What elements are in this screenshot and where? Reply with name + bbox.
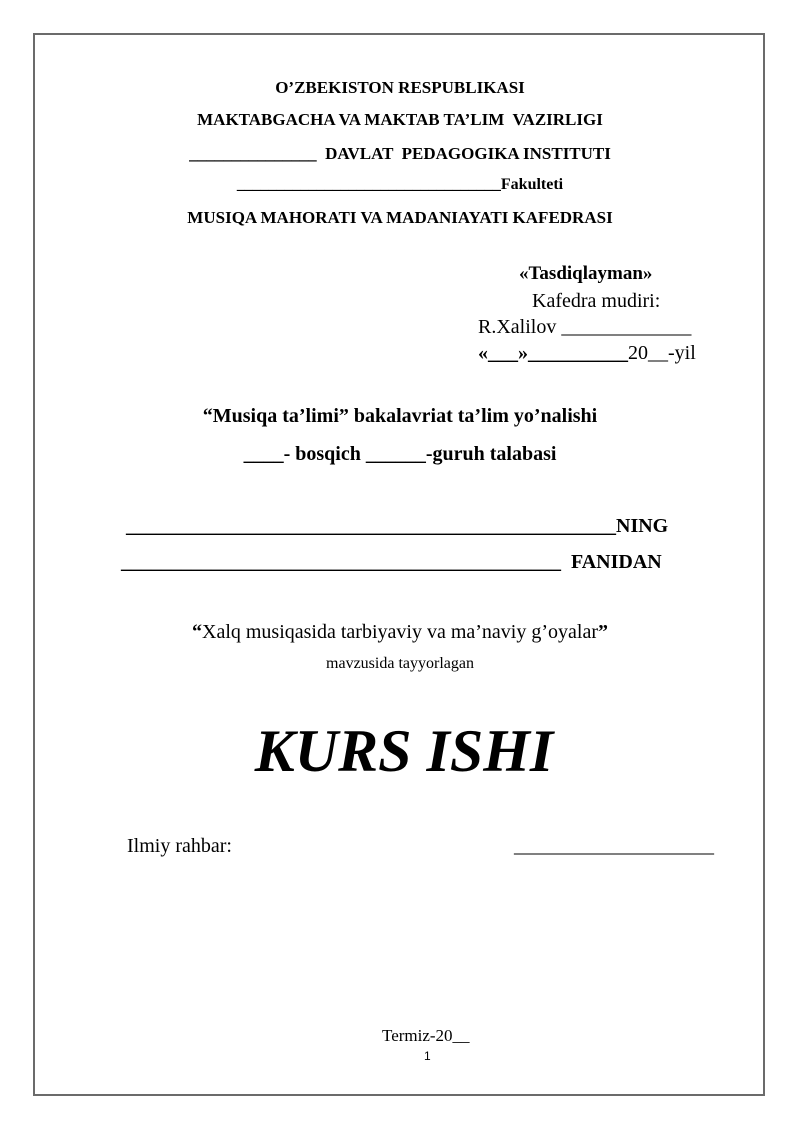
header-faculty: _________________________________Fakulteti xyxy=(236,176,564,193)
date-year: 20__-yil xyxy=(628,342,696,364)
program-stage-group: ____- bosqich ______-guruh talabasi xyxy=(243,443,557,465)
topic-title xyxy=(0,622,800,642)
approval-signature-line: R.Xalilov _____________ xyxy=(478,316,692,338)
footer-city-year: Termiz-20__ xyxy=(382,1026,470,1045)
subject-line: ____________________________________________ FANIDAN xyxy=(121,551,662,573)
supervisor-signature-line: ____________________ xyxy=(514,835,714,857)
date-quote-close: » xyxy=(518,342,528,364)
header-department: MUSIQA MAHORATI VA MADANIAYATI KAFEDRASI xyxy=(187,208,613,227)
date-quote-open: « xyxy=(478,342,488,364)
approval-role: Kafedra mudiri: xyxy=(532,290,661,312)
supervisor-label: Ilmiy rahbar: xyxy=(127,835,232,857)
program-direction: “Musiqa ta’limi” bakalavriat ta’lim yo’nalishi xyxy=(202,405,598,427)
date-day-blank: ___ xyxy=(488,342,518,364)
approval-title: «Tasdiqlayman» xyxy=(519,263,653,284)
header-country: O’ZBEKISTON RESPUBLIKASI xyxy=(275,78,525,97)
date-month-blank: __________ xyxy=(528,342,628,364)
header-ministry: MAKTABGACHA VA MAKTAB TA’LIM VAZIRLIGI xyxy=(197,110,603,129)
page-number: 1 xyxy=(424,1049,431,1063)
work-type-title: KURS ISHI xyxy=(254,718,554,784)
topic-subtitle: mavzusida tayyorlagan xyxy=(326,655,474,672)
student-name-line: _________________________________________________NING xyxy=(126,515,669,537)
header-institute: _______________ DAVLAT PEDAGOGIKA INSTITUTI xyxy=(189,144,611,163)
topic-title-text: Xalq musiqasida tarbiyaviy va ma’naviy g’oyalar xyxy=(202,621,598,643)
topic-quote-open: “ xyxy=(192,621,202,643)
approval-date xyxy=(478,343,696,363)
topic-quote-close: ” xyxy=(598,621,608,643)
